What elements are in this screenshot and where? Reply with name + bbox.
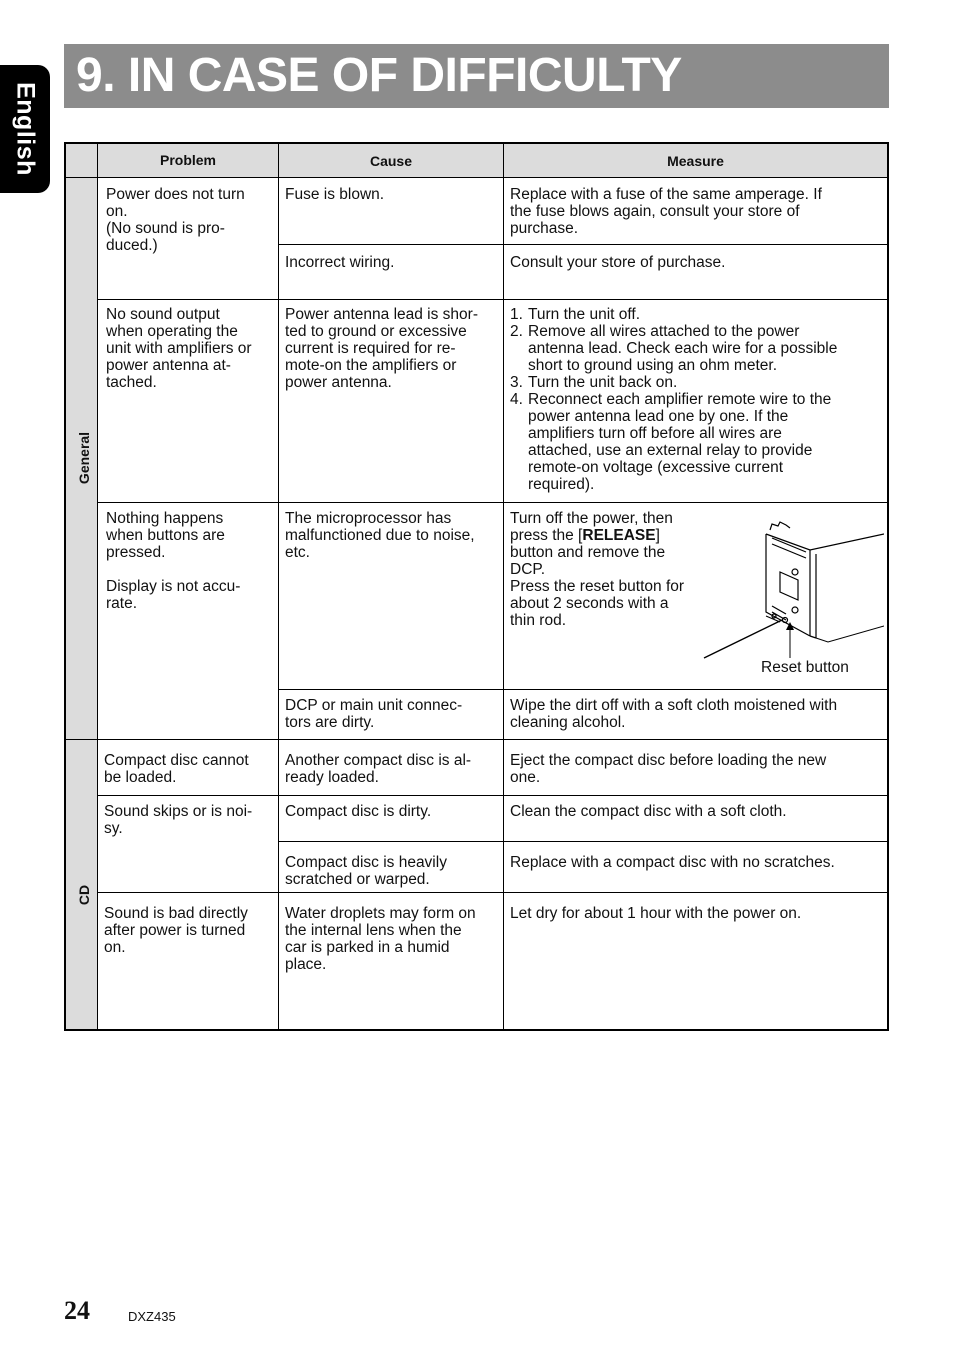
measure-steps xyxy=(510,306,884,493)
header-measure: Measure xyxy=(667,153,724,169)
cause-cell: Compact disc is dirty. xyxy=(285,803,432,820)
measure-cell: Replace with a fuse of the same amperage. If the fuse blows again, consult your store of purchase. xyxy=(510,186,822,237)
step-number: 2. xyxy=(510,323,523,340)
measure-cell: Consult your store of purchase. xyxy=(510,254,726,271)
grid-line xyxy=(278,689,887,690)
step-item xyxy=(510,374,884,391)
cause-cell: Fuse is blown. xyxy=(285,186,385,203)
category-cd: CD xyxy=(76,884,92,906)
cause-cell: Another compact disc is al- ready loaded. xyxy=(285,752,472,786)
measure-text-pre: Turn off the power, then press the [ xyxy=(510,510,673,544)
grid-line xyxy=(278,144,279,1029)
problem-cell: No sound output when operating the unit with amplifiers or power antenna at- tached. xyxy=(106,306,252,391)
step-text: Turn the unit off. xyxy=(528,306,641,323)
troubleshooting-table xyxy=(64,142,889,1031)
grid-line xyxy=(66,739,887,740)
measure-cell: Wipe the dirt off with a soft cloth moistened with cleaning alcohol. xyxy=(510,697,838,731)
grid-line xyxy=(97,144,98,1029)
step-number: 4. xyxy=(510,391,523,408)
grid-line xyxy=(278,244,887,245)
reset-button-diagram xyxy=(698,516,884,666)
language-tab xyxy=(0,65,50,193)
problem-cell: Nothing happens when buttons are pressed. Display is not accu- rate. xyxy=(106,510,241,612)
measure-cell: Replace with a compact disc with no scratches. xyxy=(510,854,835,871)
title-bar xyxy=(64,44,889,108)
problem-cell: Sound is bad directly after power is turned on. xyxy=(104,905,248,956)
step-number: 3. xyxy=(510,374,523,391)
step-item xyxy=(510,323,884,374)
cause-cell: Compact disc is heavily scratched or warped. xyxy=(285,854,447,888)
grid-line xyxy=(97,892,887,893)
step-text: Turn the unit back on. xyxy=(528,374,678,391)
cause-cell: Incorrect wiring. xyxy=(285,254,395,271)
measure-cell: Clean the compact disc with a soft cloth. xyxy=(510,803,787,820)
cause-cell: DCP or main unit connec- tors are dirty. xyxy=(285,697,463,731)
grid-line xyxy=(503,144,504,1029)
step-number: 1. xyxy=(510,306,523,323)
header-cause: Cause xyxy=(369,153,413,169)
grid-line xyxy=(97,502,887,503)
page-title: 9. IN CASE OF DIFFICULTY xyxy=(76,49,682,102)
measure-cell: Eject the compact disc before loading the new one. xyxy=(510,752,827,786)
cause-cell: Power antenna lead is shor- ted to ground or excessive current is required for re- mote-on the amplifiers or power antenna. xyxy=(285,306,479,391)
measure-cell: Let dry for about 1 hour with the power on. xyxy=(510,905,802,922)
step-item xyxy=(510,306,884,323)
cause-cell: Water droplets may form on the internal lens when the car is parked in a humid place. xyxy=(285,905,476,973)
step-text: Reconnect each amplifier remote wire to the power antenna lead one by one. If the amplifiers turn off before all wires are attached, use an external relay to provide remote-on voltage (excessive current required). xyxy=(528,391,832,493)
release-button-label: RELEASE xyxy=(582,527,656,544)
page-number: 24 xyxy=(64,1296,90,1325)
measure-text-post: ] button and remove the DCP. Press the reset button for about 2 seconds with a thin rod. xyxy=(510,527,685,629)
grid-line xyxy=(66,177,887,178)
problem-cell: Compact disc cannot be loaded. xyxy=(104,752,249,786)
language-tab-label: English xyxy=(11,82,40,176)
header-problem: Problem xyxy=(159,152,216,168)
step-text: Remove all wires attached to the power antenna lead. Check each wire for a possible short to ground using an ohm meter. xyxy=(528,323,838,374)
problem-cell: Sound skips or is noi- sy. xyxy=(104,803,253,837)
model-name: DXZ435 xyxy=(128,1309,176,1324)
cause-cell: The microprocessor has malfunctioned due to noise, etc. xyxy=(285,510,475,561)
step-item xyxy=(510,391,884,493)
grid-line xyxy=(278,841,887,842)
reset-button-label: Reset button xyxy=(761,659,849,676)
measure-cell xyxy=(510,510,710,629)
grid-line xyxy=(97,795,887,796)
category-general: General xyxy=(76,431,92,485)
problem-cell: Power does not turn on. (No sound is pro- duced.) xyxy=(106,186,245,254)
grid-line xyxy=(97,299,887,300)
